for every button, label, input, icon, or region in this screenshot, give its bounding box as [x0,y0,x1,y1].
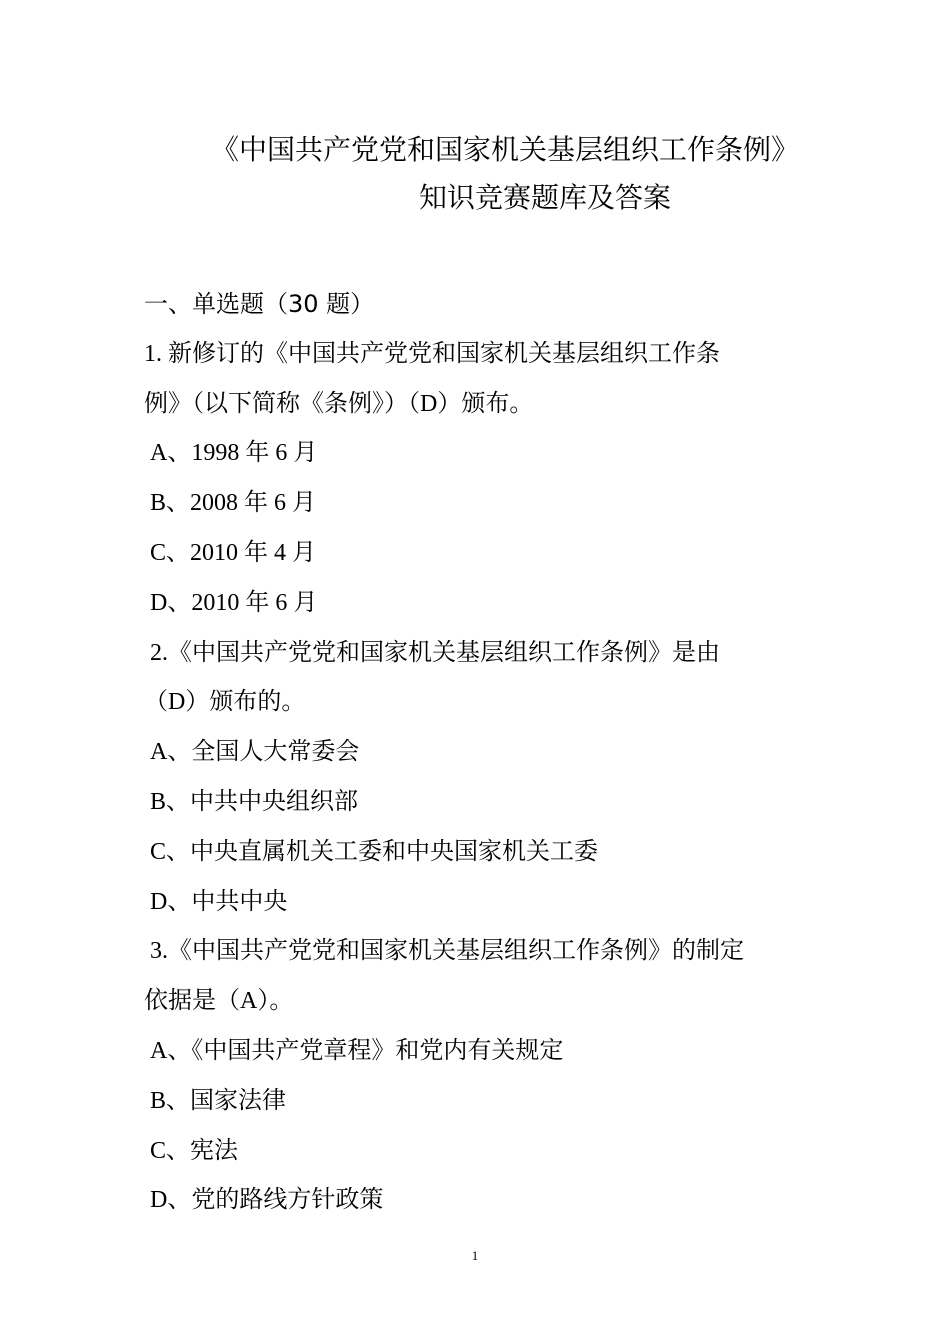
question-3 [144,927,824,1226]
question-text-line: 2.《中国共产党党和国家机关基层组织工作条例》是由 [150,639,720,666]
page-number: 1 [471,1248,479,1263]
answer-option-c: C、2010 年 4 月 [150,539,317,566]
question-2 [144,629,824,928]
answer-option-a: A、《中国共产党章程》和党内有关规定 [150,1037,564,1064]
answer-option-b: B、2008 年 6 月 [150,490,317,517]
document-body [144,280,824,1226]
question-text-line: 1. 新修订的《中国共产党党和国家机关基层组织工作条 [144,340,720,367]
answer-option-d: D、党的路线方针政策 [150,1187,384,1214]
answer-option-b: B、国家法律 [150,1087,287,1114]
answer-option-c: C、宪法 [150,1137,239,1164]
question-text-line: 3.《中国共产党党和国家机关基层组织工作条例》的制定 [150,938,744,965]
answer-option-c: C、中央直属机关工委和中央国家机关工委 [150,838,599,865]
question-text-line: （D）颁布的。 [144,689,306,716]
answer-option-a: A、1998 年 6 月 [150,440,318,467]
answer-option-d: D、2010 年 6 月 [150,589,318,616]
document-title-line-1: 《中国共产党党和国家机关基层组织工作条例》 [210,133,799,166]
question-1 [144,330,824,629]
answer-option-d: D、中共中央 [150,888,288,915]
section-heading: 一、单选题（30 题） [144,290,375,318]
question-text-line: 例》（以下简称《条例》）（D）颁布。 [144,390,534,417]
question-text-line: 依据是（A）。 [144,988,294,1015]
answer-option-b: B、中共中央组织部 [150,788,359,815]
document-title-line-2: 知识竞赛题库及答案 [418,181,671,214]
answer-option-a: A、全国人大常委会 [150,739,360,766]
